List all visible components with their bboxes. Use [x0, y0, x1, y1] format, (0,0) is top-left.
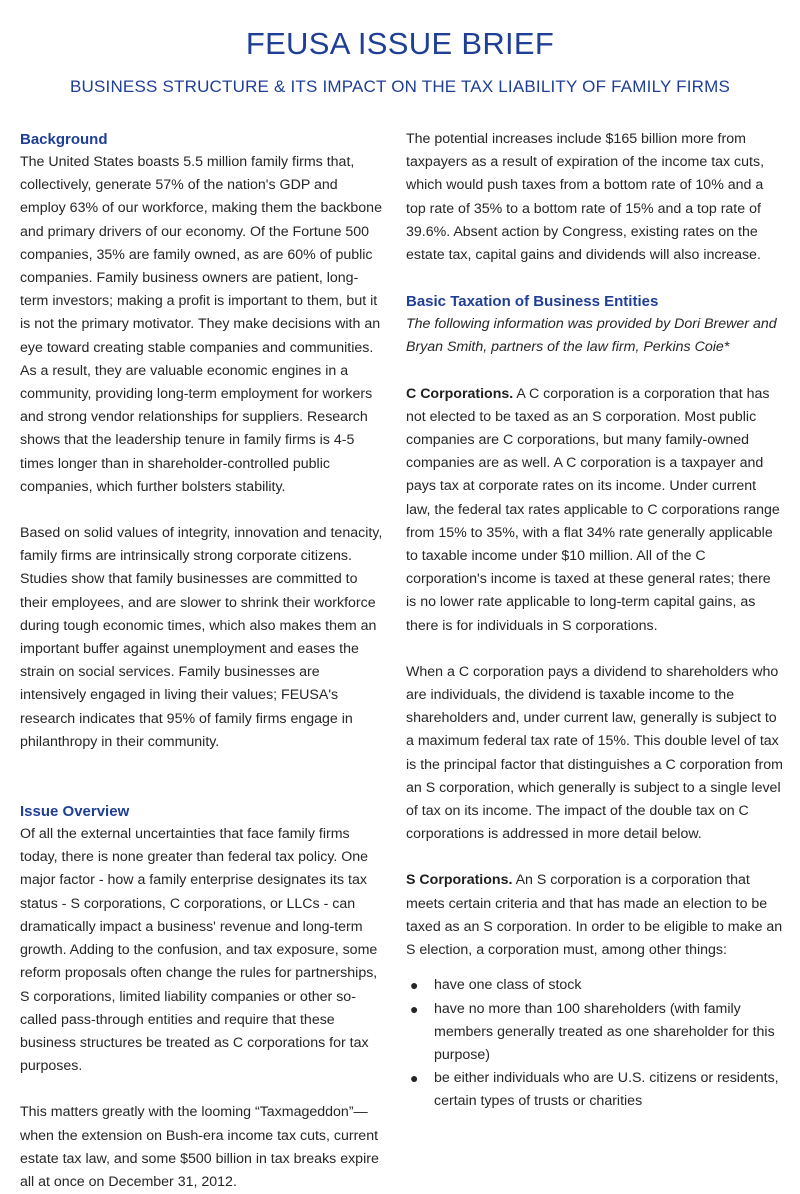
potential-increases-paragraph: The potential increases include $165 billion more from taxpayers as a result of expiration of the income tax cuts, which would push taxes from a bottom rate of 10% and a top rate of 35% to a bottom rate of 15% and a top rate of 39.6%. Absent action by Congress, existing rates on the estate tax, capital gains and dividends will also increase.: [406, 131, 765, 264]
s-corporations-text: An S corporation is a corporation that meets certain criteria and that has made an election to be taxed as an S corporation. In order to be eligible to make an S election, a corporation must, among other things:: [406, 872, 783, 959]
bullet-icon: ●: [410, 1000, 419, 1017]
eligibility-list: [406, 974, 784, 1113]
issue-paragraph-1: Of all the external uncertainties that face family firms today, there is none greater than federal tax policy. One major factor - how a family enterprise designates its tax status - S corporations, C corporations, or LLCs - can dramatically impact a business' revenue and long-term growth. Adding to the confusion, and tax exposure, some reform proposals often change the rules for partnerships, S corporations, limited liability companies or other so-called pass-through entities and require that these business structures be treated as C corporations for tax purposes.: [20, 826, 378, 1075]
issue-paragraph-2: This matters greatly with the looming “Taxmageddon”— when the extension on Bush-era income tax cuts, current estate tax law, and some $500 billion in tax breaks expire all at once on December 31, 2012.: [20, 1104, 379, 1190]
s-corporations-lead: S Corporations.: [406, 872, 513, 889]
c-corporations-paragraph-1: [406, 383, 784, 638]
bullet-icon: ●: [410, 1070, 419, 1087]
list-item: ● have one class of stock: [406, 974, 784, 997]
c-corporations-text: A C corporation is a corporation that has not elected to be taxed as an S corporation. Most public companies are C corporations, but many family-owned companies are as well. A C corporation is a taxpayer and pays tax at corporate rates on its income. Under current law, the federal tax rates applicable to C corporations range from 15% to 35%, with a flat 34% rate generally applicable to taxable income under $10 million. All of the C corporation's income is taxed at these general rates; there is no lower rate applicable to long-term capital gains, as there is for individuals in S corporations.: [406, 385, 780, 634]
issue-overview-heading: Issue Overview: [20, 803, 130, 821]
section-spacer: [406, 267, 784, 290]
left-column: [20, 128, 385, 1194]
list-item: ● have no more than 100 shareholders (with family members generally treated as one shareholder for this purpose): [406, 998, 784, 1068]
c-corporations-paragraph-2: When a C corporation pays a dividend to shareholders who are individuals, the dividend is taxable income to the shareholders and, under current law, generally is subject to a maximum federal tax rate of 15%. This double level of tax is the principal factor that distinguishes a C corporation from an S corporation, which generally is subject to a single level of tax on its income. The impact of the double tax on C corporations is addressed in more detail below.: [406, 663, 783, 843]
c-corporations-lead: C Corporations.: [406, 385, 514, 402]
bullet-icon: ●: [410, 977, 419, 994]
right-column: [406, 128, 784, 1114]
background-heading: Background: [20, 131, 108, 148]
background-paragraph-1: The United States boasts 5.5 million family firms that, collectively, generate 57% of the nation's GDP and employ 63% of our workforce, making them the backbone and primary drivers of our economy. Of the Fortune 500 companies, 35% are family owned, as are 60% of public companies. Family business owners are patient, long-term investors; making a profit is important to them, but it is not the primary motivator. They make decisions with an eye toward creating stable companies and communities. As a result, they are valuable economic engines in a community, providing long-term employment for workers and strong vendor relationships for suppliers. Research shows that the leadership tenure in family firms is 4-5 times longer than in shareholder-controlled public companies, which further bolsters stability.: [20, 154, 382, 495]
section-spacer: [20, 754, 385, 800]
page-subtitle: BUSINESS STRUCTURE & ITS IMPACT ON THE TAX LIABILITY OF FAMILY FIRMS: [69, 77, 731, 96]
page-title: FEUSA ISSUE BRIEF: [245, 26, 555, 61]
s-corporations-paragraph: [406, 869, 784, 962]
background-paragraph-2: Based on solid values of integrity, innovation and tenacity, family firms are intrinsically strong corporate citizens. Studies show that family businesses are committed to their employees, and are slower to shrink their workforce during tough economic times, which also makes them an important buffer against unemployment and eases the strain on social services. Family businesses are intensively engaged in living their values; FEUSA's research indicates that 95% of family firms engage in philanthropy in their community.: [20, 525, 383, 750]
basic-taxation-heading: Basic Taxation of Business Entities: [406, 293, 659, 311]
credit-note: The following information was provided by Dori Brewer and Bryan Smith, partners of the law firm, Perkins Coie*: [406, 316, 777, 356]
list-item: ● be either individuals who are U.S. citizens or residents, certain types of trusts or charities: [406, 1067, 784, 1113]
